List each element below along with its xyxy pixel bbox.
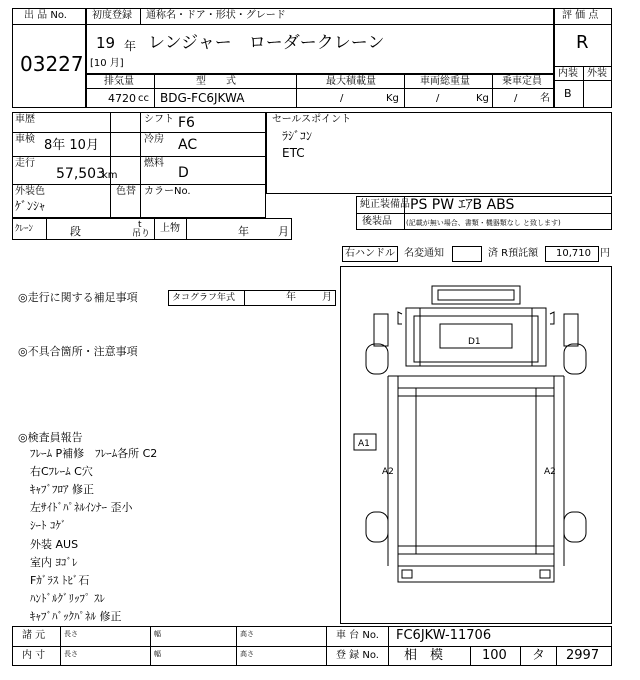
displacement-label: 排気量 bbox=[104, 76, 134, 87]
model-code: BDG-FC6JKWA bbox=[160, 91, 245, 105]
reg-year-unit: 年 bbox=[124, 39, 137, 53]
displacement-unit: cc bbox=[138, 93, 149, 104]
ext-color: ｹﾞﾝｼｬ bbox=[15, 199, 46, 213]
tachograph-label: タコグラフ年式 bbox=[172, 293, 236, 303]
color-change-label: 色替 bbox=[116, 186, 136, 197]
driving-notes-title: ◎走行に関する補足事項 bbox=[18, 291, 138, 304]
maxload-unit: Kg bbox=[386, 93, 399, 104]
color-code-label: カラーNo. bbox=[144, 186, 191, 197]
displacement: 4720 bbox=[108, 92, 136, 105]
reg-year: 19 bbox=[96, 34, 116, 52]
report-line: ﾊﾝﾄﾞﾙｸﾞﾘｯﾌﾟ ｽﾚ bbox=[30, 592, 105, 605]
aftermarket-label: 後装品 bbox=[362, 216, 392, 227]
sales-point-2: ETC bbox=[282, 146, 305, 160]
spec-label: 諸 元 bbox=[22, 630, 46, 641]
capacity-unit: 名 bbox=[540, 93, 550, 104]
mileage: 57,503 bbox=[56, 166, 105, 182]
crane-row bbox=[12, 218, 292, 240]
capacity-slash: / bbox=[514, 93, 518, 104]
history-label: 車歴 bbox=[15, 114, 35, 125]
lot-no-label: 出 品 No. bbox=[24, 10, 67, 21]
fuel: D bbox=[178, 165, 189, 181]
shift: F6 bbox=[178, 115, 195, 131]
truck-diagram bbox=[340, 266, 612, 624]
crane-stage: 段 bbox=[70, 225, 81, 238]
report-line: 左ｻｲﾄﾞﾊﾟﾈﾙｲﾝﾅｰ 歪小 bbox=[30, 501, 133, 514]
aftermarket-note: (記載が無い場合、書類・機器類なし と致します) bbox=[406, 219, 561, 227]
report-line: 室内 ﾖｺﾞﾚ bbox=[30, 556, 78, 569]
damage-mark: A2 bbox=[382, 467, 394, 477]
interior-grade: B bbox=[564, 87, 572, 100]
car-name: レンジャー ローダークレーン bbox=[148, 33, 385, 53]
height-label: 高さ bbox=[240, 650, 254, 658]
crane-label: ｸﾚｰﾝ bbox=[15, 224, 34, 234]
name-change-label: 名変通知 bbox=[404, 248, 444, 259]
aircon: AC bbox=[178, 137, 198, 153]
reg-place: 相 模 bbox=[404, 648, 444, 663]
chassis-label: 車 台 No. bbox=[336, 630, 379, 641]
upper-body-label: 上物 bbox=[160, 223, 180, 234]
crane-lift: 吊り bbox=[132, 229, 151, 239]
capacity-label: 乗車定員 bbox=[502, 76, 542, 87]
yen: 円 bbox=[600, 248, 610, 259]
damage-mark: D1 bbox=[468, 337, 481, 347]
score: R bbox=[576, 32, 589, 53]
report-line: ｼｰﾄ ｺｹﾞ bbox=[30, 519, 67, 532]
aircon-label: 冷房 bbox=[144, 134, 164, 145]
first-reg-label: 初度登録 bbox=[92, 10, 132, 21]
crane-t: t bbox=[138, 220, 142, 230]
fuel-label: 燃料 bbox=[144, 158, 164, 169]
model-code-label: 型 式 bbox=[196, 76, 236, 87]
right-handle: 右ハンドル bbox=[345, 248, 395, 259]
ext-color-label: 外装色 bbox=[15, 186, 45, 197]
gvw-unit: Kg bbox=[476, 93, 489, 104]
sales-point-label: セールスポイント bbox=[272, 114, 352, 125]
recycle-amount: 10,710 bbox=[556, 248, 591, 259]
inner-dim-label: 内 寸 bbox=[22, 650, 46, 661]
interior-label: 内装 bbox=[558, 68, 578, 79]
sales-point-1: ﾗｼﾞｺﾝ bbox=[282, 129, 313, 143]
chassis-no: FC6JKW-11706 bbox=[396, 628, 492, 643]
report-line: Fｶﾞﾗｽ ﾄﾋﾞ石 bbox=[30, 574, 90, 587]
shaken-value: 8年 10月 bbox=[44, 138, 99, 153]
damage-mark: A2 bbox=[544, 467, 556, 477]
name-change-box bbox=[452, 246, 482, 262]
recycle-label: 済 R預託額 bbox=[488, 248, 539, 259]
shift-label: シフト bbox=[144, 114, 174, 125]
details-box bbox=[12, 112, 266, 218]
lot-no: 03227 bbox=[20, 52, 84, 76]
length-label: 長さ bbox=[64, 630, 78, 638]
report-line: ｷｬﾌﾞﾊﾞｯｸﾊﾟﾈﾙ 修正 bbox=[30, 610, 122, 623]
inspector-report-title: ◎検査員報告 bbox=[18, 431, 83, 444]
width-label: 幅 bbox=[154, 650, 161, 658]
upper-year: 年 bbox=[238, 225, 249, 238]
report-line: ｷｬﾌﾞﾌﾛｱ 修正 bbox=[30, 483, 94, 496]
height-label: 高さ bbox=[240, 630, 254, 638]
reg-no-label: 登 録 No. bbox=[336, 650, 379, 661]
score-label: 評 価 点 bbox=[562, 10, 599, 21]
gvw-label: 車両総重量 bbox=[420, 76, 470, 87]
model-name-label: 通称名・ドア・形状・グレード bbox=[146, 10, 286, 21]
reg-kana: タ bbox=[532, 648, 546, 663]
mileage-unit: km bbox=[102, 170, 118, 181]
gvw-slash: / bbox=[436, 93, 440, 104]
reg-month: [10 月] bbox=[90, 58, 124, 69]
maxload-label: 最大積載量 bbox=[326, 76, 376, 87]
defect-notes-title: ◎不具合箇所・注意事項 bbox=[18, 345, 138, 358]
reg-number: 2997 bbox=[566, 648, 600, 663]
maxload-slash: / bbox=[340, 93, 344, 104]
width-label: 幅 bbox=[154, 630, 161, 638]
shaken-label: 車検 bbox=[15, 134, 35, 145]
genuine-label: 純正装備品 bbox=[360, 199, 410, 210]
reg-class: 100 bbox=[482, 648, 507, 663]
length-label: 長さ bbox=[64, 650, 78, 658]
exterior-label: 外装 bbox=[587, 68, 607, 79]
tachograph-month: 月 bbox=[322, 292, 332, 303]
damage-mark: A1 bbox=[358, 439, 370, 449]
genuine-equipment: PS PW ｴｱB ABS bbox=[410, 197, 515, 213]
upper-month: 月 bbox=[278, 225, 289, 238]
report-line: ﾌﾚｰﾑ P補修 ﾌﾚｰﾑ各所 C2 bbox=[30, 447, 158, 460]
mileage-label: 走行 bbox=[15, 158, 35, 169]
tachograph-year: 年 bbox=[286, 292, 296, 303]
report-line: 外装 AUS bbox=[30, 538, 79, 551]
report-line: 右Cﾌﾚｰﾑ C穴 bbox=[30, 465, 93, 478]
